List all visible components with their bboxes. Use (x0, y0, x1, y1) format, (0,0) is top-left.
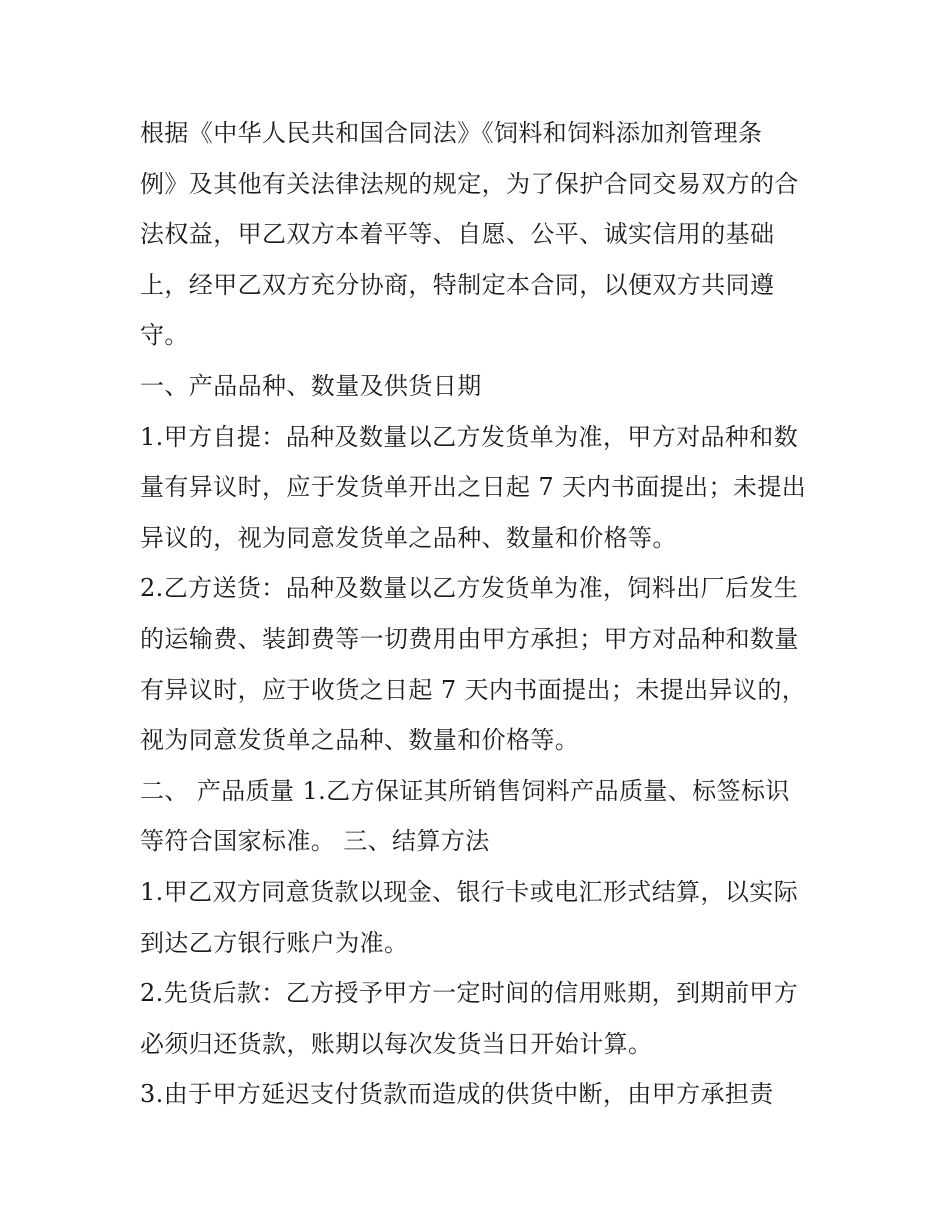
text-line: 异议的，视为同意发货单之品种、数量和价格等。 (140, 523, 677, 552)
section-heading: 二、 产品质量 1.乙方保证其所销售饲料产品质量、标签标识 (140, 776, 790, 805)
text-line: 1.甲乙双方同意货款以现金、银行卡或电汇形式结算，以实际 (140, 877, 799, 906)
text-line: 视为同意发货单之品种、数量和价格等。 (140, 726, 580, 755)
text-line: 3.由于甲方延迟支付货款而造成的供货中断，由甲方承担责 (140, 1080, 774, 1109)
text-line: 守。 (140, 321, 189, 350)
text-line: 2.乙方送货：品种及数量以乙方发货单为准，饲料出厂后发生 (140, 574, 799, 603)
text-line: 必须归还货款，账期以每次发货当日开始计算。 (140, 1029, 653, 1058)
contract-text-body (140, 108, 820, 1120)
text-line: 1.甲方自提：品种及数量以乙方发货单为准，甲方对品种和数 (140, 422, 799, 451)
text-line: 2.先货后款：乙方授予甲方一定时间的信用账期，到期前甲方 (140, 979, 799, 1008)
text-line: 有异议时，应于收货之日起 7 天内书面提出；未提出异议的， (140, 675, 807, 704)
text-line: 法权益，甲乙双方本着平等、自愿、公平、诚实信用的基础 (140, 220, 775, 249)
section-heading: 一、产品品种、数量及供货日期 (140, 371, 482, 400)
text-line: 量有异议时，应于发货单开出之日起 7 天内书面提出；未提出 (140, 473, 807, 502)
text-line: 等符合国家标准。 三、结算方法 (140, 827, 490, 856)
text-line: 根据《中华人民共和国合同法》《饲料和饲料添加剂管理条 (140, 119, 763, 147)
text-line: 的运输费、装卸费等一切费用由甲方承担；甲方对品种和数量 (140, 624, 799, 653)
text-line: 上，经甲乙双方充分协商，特制定本合同，以便双方共同遵 (140, 270, 775, 299)
text-line: 例》及其他有关法律法规的规定，为了保护合同交易双方的合 (140, 169, 799, 198)
text-line: 到达乙方银行账户为准。 (140, 928, 409, 957)
